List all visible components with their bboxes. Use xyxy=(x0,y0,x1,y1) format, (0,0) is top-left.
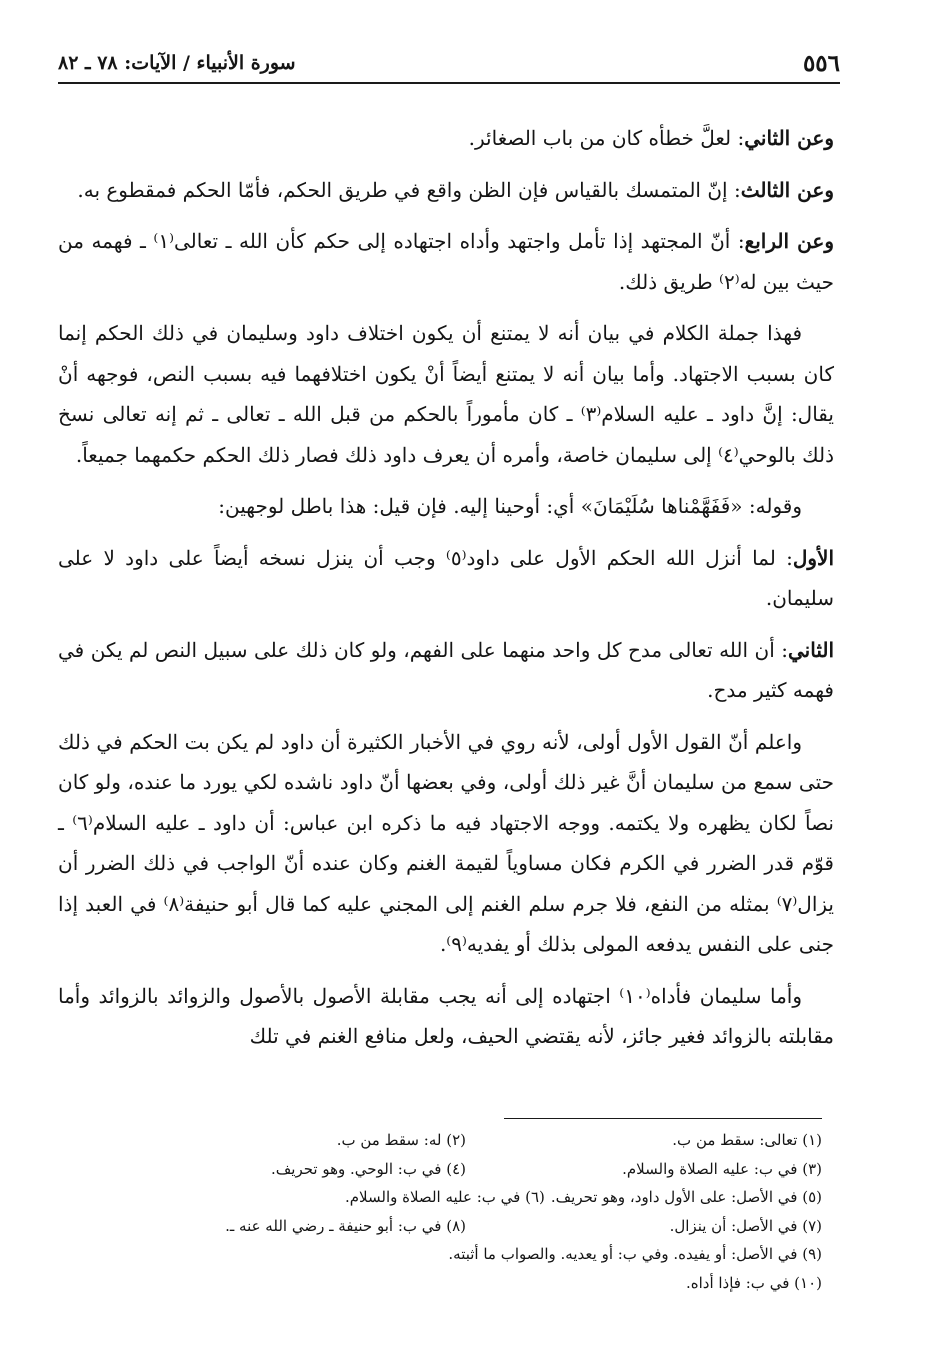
footnote-text: في ب: عليه الصلاة والسلام. xyxy=(622,1159,798,1178)
footnote-number: (٣) xyxy=(802,1159,822,1178)
footnote-text: في ب: فإذا أداه. xyxy=(685,1273,790,1292)
footnote-text: له: سقط من ب. xyxy=(336,1131,442,1149)
footnote xyxy=(345,1183,545,1212)
footnote-number: (١٠) xyxy=(794,1273,822,1292)
paragraph-verse-quote xyxy=(58,486,834,527)
paragraph-answer-second xyxy=(58,118,834,159)
footnote-text: في ب: الوحي. وهو تحريف. xyxy=(270,1159,442,1178)
footnote-row xyxy=(110,1269,822,1298)
paragraph-text: : إنّ المتمسك بالقياس فإن الظن واقع في طريق الحكم، فأمّا الحكم فمقطوع به. xyxy=(77,177,741,202)
running-title: سورة الأنبياء / الآيات: ٧٨ ـ ٨٢ xyxy=(58,52,296,74)
footnote xyxy=(466,1126,822,1155)
footnote-separator xyxy=(504,1118,822,1119)
footnote xyxy=(466,1212,822,1241)
footnote-text: في ب: عليه الصلاة والسلام. xyxy=(344,1188,521,1207)
paragraph-text: واعلم أنّ القول الأول أولى، لأنه روي في الأخبار الكثيرة أن داود لم يكن بت الحكم في ذلك حتى سمع من سليمان أنَّ غير ذلك أولى، وفي بعضها أنّ داود ناشده لكي يورد ما عنده، ولو كان نصاً لكان يظهره ولا يكتمه. ووجه الاجتهاد فيه ما ذكره ابن عباس: أن داود ـ عليه السلام⁽٦⁾ ـ قوّم قدر الضرر في الكرم فكان مساوياً لقيمة الغنم وكان عنده أنّ الواجب في ذلك الضرر أن يزال⁽٧⁾ بمثله من النفع، فلا جرم سلم الغنم إلى المجني عليه كما قال أبو حنيفة⁽٨⁾ في العبد إذا جنى على النفس يدفعه المولى بذلك أو يفديه⁽٩⁾. xyxy=(58,729,834,956)
footnote-row xyxy=(110,1155,822,1184)
footnote xyxy=(110,1155,466,1184)
paragraph-lead: الأول xyxy=(792,545,834,570)
footnote-text: في ب: أبو حنيفة ـ رضي الله عنه ـ. xyxy=(225,1216,442,1235)
footnote xyxy=(551,1183,822,1212)
paragraph-lead: وعن الثاني xyxy=(744,126,834,150)
footnote-row xyxy=(110,1126,822,1155)
footnote-text: في الأصل: على الأول داود، وهو تحريف. xyxy=(550,1188,798,1207)
running-header xyxy=(58,44,840,94)
header-rule xyxy=(58,82,840,84)
paragraph-text: : أن الله تعالى مدح كل واحد منهما على الفهم، ولو كان ذلك على سبيل النص لم يكن في فهمه كثير مدح. xyxy=(58,637,834,702)
footnotes xyxy=(110,1126,822,1298)
footnote-number: (١) xyxy=(802,1131,822,1149)
footnote xyxy=(466,1155,822,1184)
footnote-row xyxy=(110,1240,822,1269)
paragraph-objection-first xyxy=(58,538,834,619)
paragraph-summary xyxy=(58,313,834,475)
paragraph-text: وأما سليمان فأداه⁽١٠⁾ اجتهاده إلى أنه يجب مقابلة الأصول بالأصول والزوائد بالزوائد وأما مقابلته بالزوائد فغير جائز، لأنه يقتضي الحيف، ولعل منافع الغنم في تلك xyxy=(58,983,834,1048)
paragraph-lead: وعن الرابع xyxy=(744,229,834,253)
footnote xyxy=(110,1269,822,1298)
paragraph-answer-third xyxy=(58,170,834,211)
paragraph-sulayman xyxy=(58,976,834,1057)
paragraph-text: : لما أنزل الله الحكم الأول على داود⁽٥⁾ وجب أن ينزل نسخه أيضاً على داود لا على سليمان. xyxy=(58,545,834,610)
footnote xyxy=(110,1212,466,1241)
footnote-number: (٤) xyxy=(446,1159,466,1178)
paragraph-answer-fourth xyxy=(58,221,834,302)
paragraph-text: : لعلَّ خطأه كان من باب الصغائر. xyxy=(468,126,745,150)
paragraph-lead: الثاني xyxy=(788,637,835,662)
page-number: ٥٥٦ xyxy=(802,50,840,77)
footnote-row xyxy=(110,1212,822,1241)
footnote xyxy=(110,1126,466,1155)
paragraph-lead: وعن الثالث xyxy=(740,177,834,202)
footnote-number: (٢) xyxy=(446,1131,466,1149)
footnote-row xyxy=(110,1183,822,1212)
main-text xyxy=(58,118,834,1068)
footnote-number: (٥) xyxy=(802,1188,822,1207)
paragraph-text: وقوله: «فَفَهَّمْناها سُلَيْمَانَ» أي: أوحينا إليه. فإن قيل: هذا باطل لوجهين: xyxy=(218,494,802,518)
footnote xyxy=(110,1240,822,1269)
footnote-number: (٦) xyxy=(525,1188,545,1207)
paragraph-objection-second xyxy=(58,630,834,711)
footnote-number: (٩) xyxy=(802,1245,822,1264)
paragraph-discussion xyxy=(58,722,834,965)
footnote-text: تعالى: سقط من ب. xyxy=(672,1131,798,1149)
footnote-text: في الأصل: أن ينزال. xyxy=(669,1216,798,1235)
footnote-number: (٨) xyxy=(446,1216,466,1235)
paragraph-text: : أنّ المجتهد إذا تأمل واجتهد وأداه اجتهاده إلى حكم كأن الله ـ تعالى⁽١⁾ ـ فهمه من حيث بين له⁽٢⁾ طريق ذلك. xyxy=(58,229,834,294)
paragraph-text: فهذا جملة الكلام في بيان أنه لا يمتنع أن يكون اختلاف داود وسليمان في ذلك الحكم إنما كان بسبب الاجتهاد. وأما بيان أنه لا يمتنع أيضاً أنْ يكون اختلافهما فيه بسبب النص، فوجهه أنْ يقال: إنَّ داود ـ عليه السلام⁽٣⁾ ـ كان مأموراً بالحكم من قبل الله ـ تعالى ـ ثم إنه تعالى نسخ ذلك بالوحي⁽٤⁾ إلى سليمان خاصة، وأمره أن يعرف داود ذلك فصار ذلك الحكم حكمهما جميعاً. xyxy=(58,321,834,467)
footnote-text: في الأصل: أو يفيده. وفي ب: أو يعديه. والصواب ما أثبته. xyxy=(448,1245,798,1264)
footnote-number: (٧) xyxy=(802,1216,822,1235)
